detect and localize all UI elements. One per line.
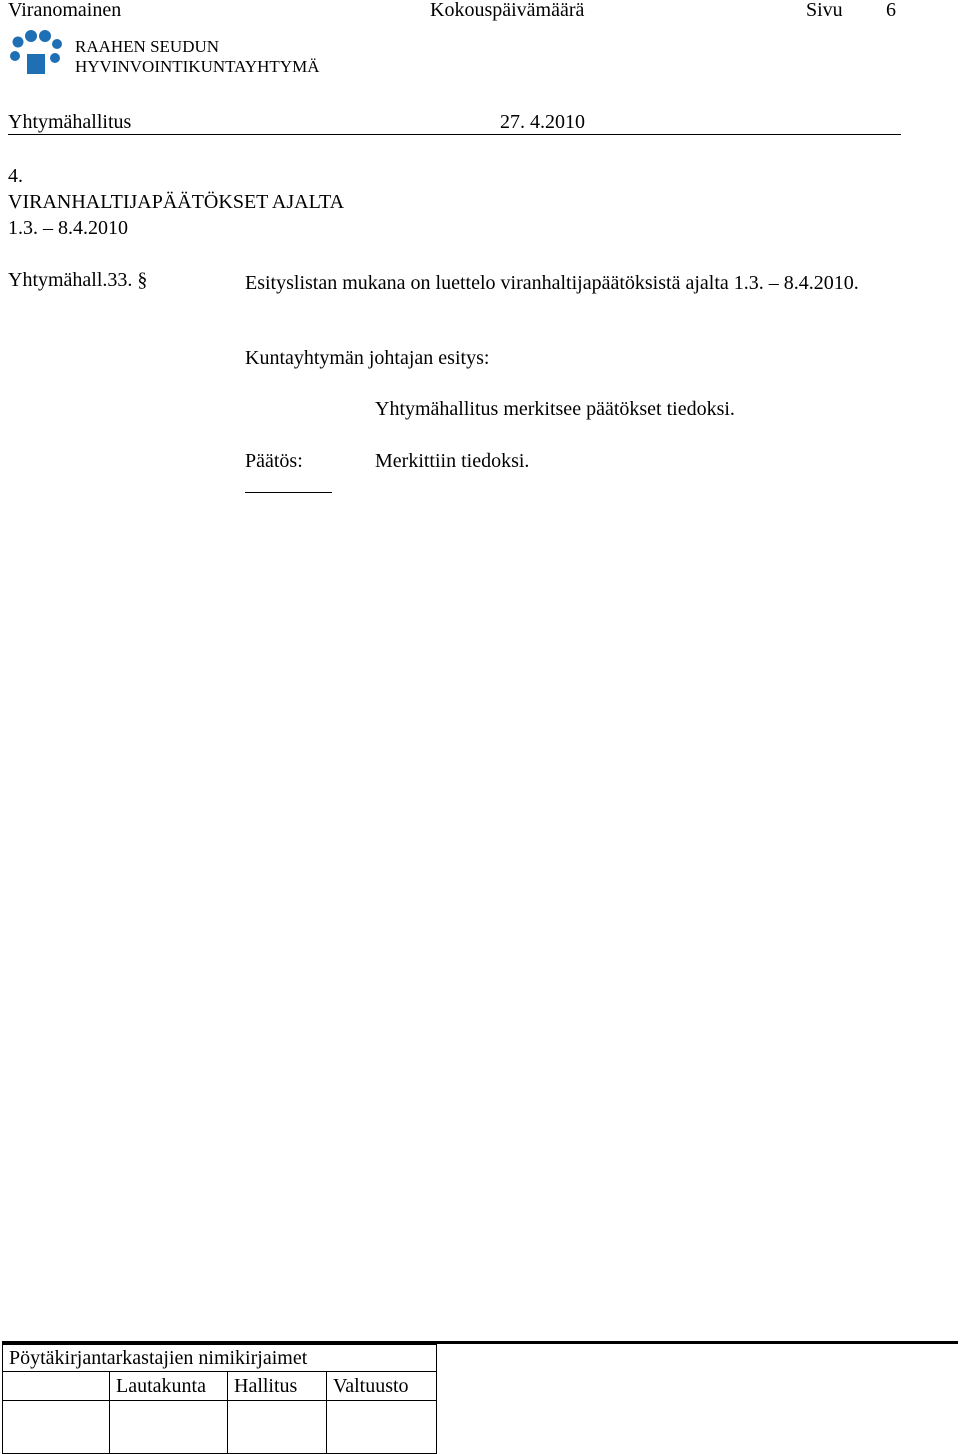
governing-body: Yhtymähallitus	[8, 111, 132, 133]
organization-logo-icon	[10, 30, 62, 76]
section-body-text: Esityslistan mukana on luettelo viranhaltijapäätöksistä ajalta 1.3. – 8.4.2010.	[245, 272, 859, 294]
signature-cell	[327, 1401, 437, 1454]
header-divider	[8, 134, 901, 135]
signature-table	[2, 1344, 437, 1454]
meeting-date-label: Kokouspäivämäärä	[430, 0, 585, 21]
page-number: 6	[886, 0, 896, 21]
signature-column-valtuusto: Valtuusto	[327, 1372, 437, 1401]
logo-text-line1: RAAHEN SEUDUN	[75, 37, 220, 56]
decision-label: Päätös:	[245, 450, 303, 472]
signature-blank-header	[3, 1372, 110, 1401]
signature-column-lautakunta: Lautakunta	[110, 1372, 228, 1401]
signature-cell	[228, 1401, 327, 1454]
signature-cell	[3, 1401, 110, 1454]
logo-mark	[10, 30, 62, 74]
logo-text-line2: HYVINVOINTIKUNTAYHTYMÄ	[75, 57, 320, 76]
decision-text: Merkittiin tiedoksi.	[375, 450, 530, 472]
section-reference: Yhtymähall.33. §	[8, 269, 148, 291]
signature-table-title: Pöytäkirjantarkastajien nimikirjaimet	[3, 1345, 437, 1372]
decision-divider	[245, 492, 332, 493]
proposal-label: Kuntayhtymän johtajan esitys:	[245, 347, 490, 369]
authority-label: Viranomainen	[8, 0, 122, 21]
item-number: 4.	[8, 165, 23, 187]
item-dates: 1.3. – 8.4.2010	[8, 217, 128, 239]
signature-cell	[110, 1401, 228, 1454]
meeting-date: 27. 4.2010	[500, 111, 585, 133]
proposal-text: Yhtymähallitus merkitsee päätökset tiedoksi.	[375, 398, 735, 420]
item-title: VIRANHALTIJAPÄÄTÖKSET AJALTA	[8, 191, 345, 213]
signature-column-hallitus: Hallitus	[228, 1372, 327, 1401]
page-label: Sivu	[806, 0, 843, 21]
